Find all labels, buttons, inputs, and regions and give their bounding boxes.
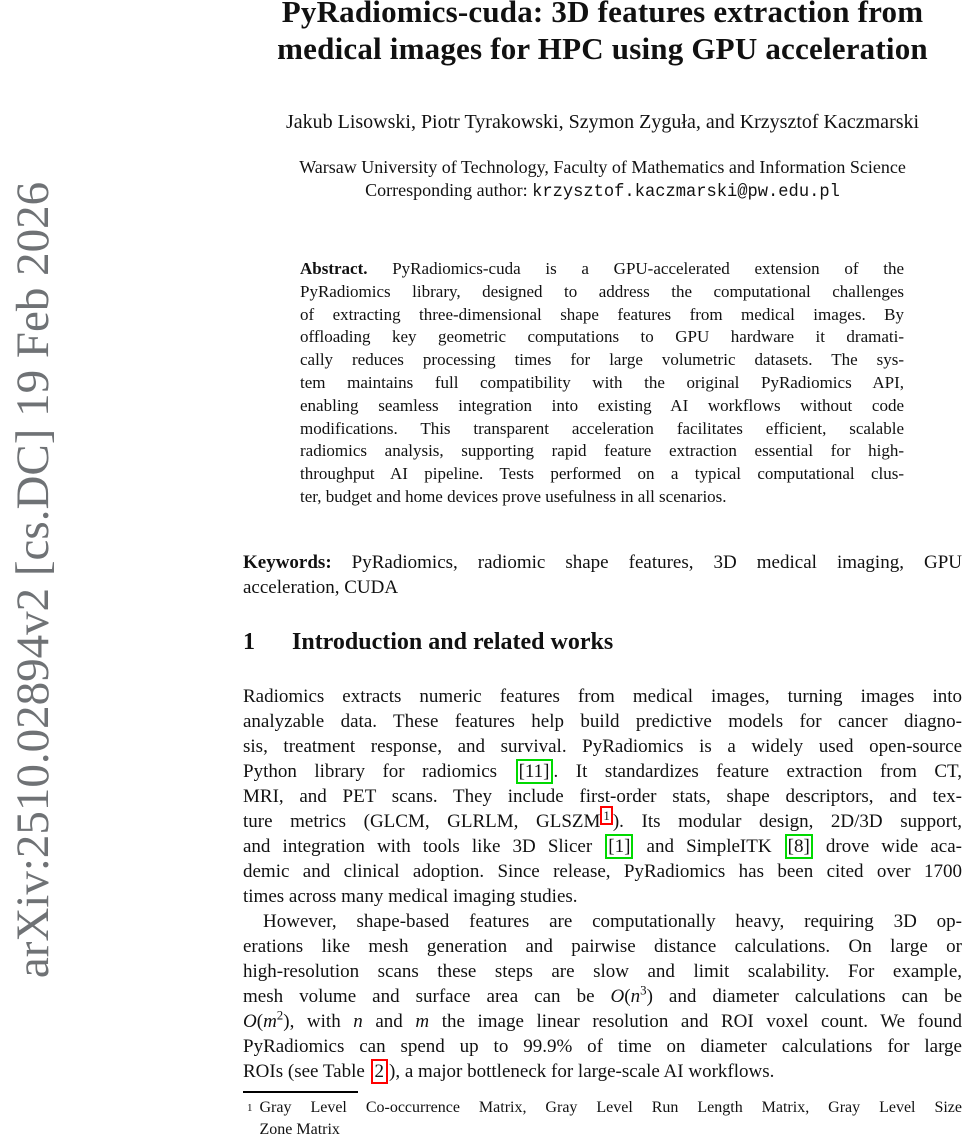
text-segment: . It standardizes feature extraction from CT,	[553, 761, 962, 782]
text-segment: (	[624, 986, 631, 1007]
superscript: 3	[640, 982, 647, 998]
text-segment: erations like mesh generation and pairwise distance calculations. On large or	[243, 936, 962, 957]
intro-paragraph-2	[243, 909, 962, 1084]
citation-link[interactable]: [11]	[516, 759, 553, 784]
text-segment: ter, budget and home devices prove usefulness in all scenarios.	[300, 486, 727, 506]
text-line	[243, 684, 962, 709]
section-heading-introduction	[243, 629, 613, 656]
math-variable: O	[610, 986, 625, 1007]
text-segment: MRI, and PET scans. They include first-order stats, shape descriptors, and tex-	[243, 786, 962, 807]
text-segment: PyRadiomics library, designed to address the computational challenges	[300, 281, 904, 301]
text-line	[300, 418, 904, 441]
text-line	[300, 395, 904, 418]
text-segment: (	[256, 1011, 264, 1032]
text-line	[243, 734, 962, 759]
text-segment: Radiomics extracts numeric features from medical images, turning images into	[243, 686, 962, 707]
email-link[interactable]: krzysztof.kaczmarski@pw.edu.pl	[532, 183, 840, 202]
text-line	[243, 809, 962, 834]
paper-title-line2: medical images for HPC using GPU acceleration	[277, 31, 928, 66]
footnote-ref-link[interactable]: 1	[600, 806, 612, 825]
text-line	[243, 859, 962, 884]
text-line	[300, 349, 904, 372]
text-line	[300, 463, 904, 486]
footnote-text	[260, 1097, 963, 1141]
text-line	[243, 709, 962, 734]
math-variable: n	[353, 1011, 363, 1032]
text-line	[243, 834, 962, 859]
text-segment: ture metrics (GLCM, GLRLM, GLSZM	[243, 811, 601, 832]
text-segment: ). Its modular design, 2D/3D support,	[612, 811, 962, 832]
authors-line: Jakub Lisowski, Piotr Tyrakowski, Szymon Zyguła, and Krzysztof Kaczmarski	[285, 111, 920, 133]
text-segment: drove wide aca-	[813, 836, 962, 857]
text-segment: and integration with tools like 3D Slicer	[243, 836, 605, 857]
text-line	[243, 1034, 962, 1059]
paper-title	[243, 0, 962, 67]
text-segment: acceleration, CUDA	[243, 577, 399, 598]
text-segment: enabling seamless integration into existing AI workflows without code	[300, 395, 904, 415]
footnote-block	[243, 1097, 962, 1141]
footnote-rule	[243, 1091, 358, 1093]
text-segment: However, shape-based features are computationally heavy, requiring 3D op-	[263, 911, 962, 932]
math-variable: m	[263, 1011, 277, 1032]
paper-title-line1: PyRadiomics-cuda: 3D features extraction from	[281, 0, 924, 29]
text-line	[300, 486, 904, 509]
text-line	[300, 281, 904, 304]
bold-text: Keywords:	[243, 552, 332, 573]
text-line	[300, 440, 904, 463]
text-segment: ), a major bottleneck for large-scale AI workflows.	[389, 1061, 775, 1082]
text-line	[243, 759, 962, 784]
math-variable: n	[630, 986, 641, 1007]
text-segment: PyRadiomics-cuda is a GPU-accelerated extension of the	[367, 259, 904, 278]
text-segment: Python library for radiomics	[243, 761, 515, 782]
text-segment: sis, treatment response, and survival. PyRadiomics is a widely used open-source	[243, 736, 962, 757]
text-line	[243, 959, 962, 984]
text-line	[243, 1059, 962, 1084]
section-number: 1	[243, 629, 255, 655]
text-segment: offloading key geometric computations to GPU hardware it dramati-	[300, 327, 904, 347]
text-segment: modifications. This transparent acceleration facilitates efficient, scalable	[300, 418, 904, 438]
text-segment: ) and diameter calculations can be	[646, 986, 962, 1007]
text-segment: demic and clinical adoption. Since release, PyRadiomics has been cited over 1700	[243, 861, 962, 882]
text-line	[243, 984, 962, 1009]
corresponding-label: Corresponding author:	[365, 180, 533, 200]
text-segment: PyRadiomics can spend up to 99.9% of time on diameter calculations for large	[243, 1036, 962, 1057]
section-title: Introduction and related works	[292, 629, 614, 655]
text-line	[300, 304, 904, 327]
text-segment: and SimpleITK	[634, 836, 784, 857]
text-segment: throughput AI pipeline. Tests performed on a typical computational clus-	[300, 464, 904, 484]
text-segment: PyRadiomics, radiomic shape features, 3D medical imaging, GPU	[331, 552, 962, 573]
text-line	[300, 326, 904, 349]
corresponding-line	[243, 179, 962, 204]
text-line	[300, 372, 904, 395]
paper-content	[243, 0, 962, 1141]
text-line	[260, 1119, 963, 1141]
affiliation-block	[243, 156, 962, 204]
text-line	[243, 909, 962, 934]
text-line	[300, 258, 904, 281]
text-segment: and	[362, 1011, 416, 1032]
text-segment: mesh volume and surface area can be	[243, 986, 611, 1007]
text-segment: high-resolution scans these steps are slow and limit scalability. For example,	[243, 961, 962, 982]
text-segment: analyzable data. These features help build predictive models for cancer diagno-	[243, 711, 962, 732]
bold-text: Abstract.	[300, 259, 368, 278]
intro-paragraph-1	[243, 684, 962, 909]
citation-link[interactable]: [1]	[605, 834, 633, 859]
text-line	[260, 1097, 963, 1119]
text-line	[243, 884, 962, 909]
superscript: 2	[276, 1007, 284, 1023]
text-segment: ROIs (see Table	[243, 1061, 370, 1082]
text-segment: tem maintains full compatibility with the original PyRadiomics API,	[300, 372, 904, 392]
text-line	[243, 1009, 962, 1034]
table-ref-link[interactable]: 2	[371, 1059, 389, 1084]
text-segment: Gray Level Co-occurrence Matrix, Gray Level Run Length Matrix, Gray Level Size	[259, 1099, 962, 1116]
affiliation-line: Warsaw University of Technology, Faculty of Mathematics and Information Science	[299, 157, 906, 177]
text-segment: Zone Matrix	[259, 1121, 340, 1138]
math-variable: m	[415, 1011, 430, 1032]
text-segment: radiomics analysis, supporting rapid feature extraction essential for high-	[300, 441, 904, 461]
text-line	[243, 575, 962, 600]
arxiv-watermark: arXiv:2510.02894v2 [cs.DC] 19 Feb 2026	[7, 181, 59, 979]
text-segment: times across many medical imaging studies.	[243, 886, 578, 907]
text-line	[243, 550, 962, 575]
keywords-section	[243, 550, 962, 600]
footnote-marker: 1	[247, 1102, 253, 1114]
math-variable: O	[243, 1011, 257, 1032]
text-segment: the image linear resolution and ROI voxel count. We found	[429, 1011, 962, 1032]
text-line	[243, 934, 962, 959]
text-segment: cally reduces processing times for large volumetric datasets. The sys-	[300, 350, 904, 370]
text-segment: of extracting three-dimensional shape features from medical images. By	[300, 304, 904, 324]
text-segment: ), with	[283, 1011, 354, 1032]
abstract-section	[300, 258, 904, 509]
citation-link[interactable]: [8]	[785, 834, 813, 859]
